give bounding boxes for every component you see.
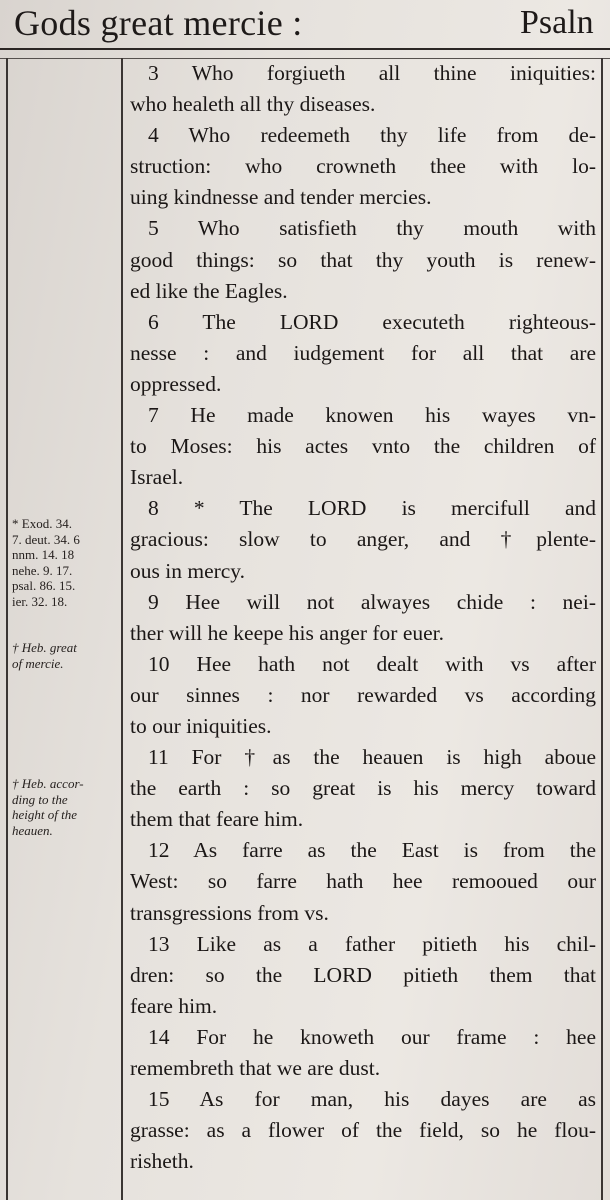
marginal-line: psal. 86. 15. [12, 578, 76, 593]
marginal-cross-reference [12, 516, 80, 609]
right-column-rule [601, 58, 603, 1200]
margin-divider-rule [121, 58, 123, 1200]
verse-5 [130, 213, 596, 306]
text-line: 10 Hee hath not dealt with vs after [148, 651, 596, 676]
marginal-line: † Heb. accor- [12, 776, 84, 791]
text-line: ed like the Eagles. [130, 278, 288, 303]
marginal-line: ding to the [12, 791, 68, 807]
text-line: who healeth all thy diseases. [130, 92, 376, 117]
text-line: 7 He made knowen his wayes vn- [148, 403, 596, 428]
verse-15 [130, 1084, 596, 1177]
verse-14 [130, 1022, 596, 1084]
psalm-label: Psaln [520, 4, 594, 41]
text-line: 3 Who forgiueth all thine iniquities: [148, 61, 596, 85]
text-line: uing kindnesse and tender mercies. [130, 185, 432, 210]
marginal-line: height of the [12, 807, 77, 822]
text-line: dren: so the LORD pitieth them that [130, 962, 596, 987]
text-line: them that feare him. [130, 807, 304, 832]
verse-3 [130, 58, 596, 120]
text-line: struction: who crowneth thee with lo- [130, 154, 596, 179]
text-line: the earth : so great is his mercy toward [130, 776, 596, 801]
marginal-line: † Heb. great [12, 640, 77, 655]
verse-6 [130, 307, 596, 400]
verse-12 [130, 835, 596, 928]
text-line: to Moses: his actes vnto the children of [130, 434, 596, 459]
verse-9 [130, 587, 596, 649]
text-line: nesse : and iudgement for all that are [130, 340, 596, 365]
text-line: gracious: slow to anger, and †plente- [130, 527, 596, 552]
text-line: 12 As farre as the East is from the [148, 838, 596, 863]
text-line: ther will he keepe his anger for euer. [130, 620, 445, 645]
verse-8 [130, 493, 596, 586]
text-line: 13 Like as a father pitieth his chil- [148, 931, 596, 956]
marginal-line: 7. deut. 34. 6 [12, 531, 80, 547]
marginal-line: nnm. 14. 18 [12, 547, 75, 562]
verse-13 [130, 929, 596, 1022]
marginal-line: ier. 32. 18. [12, 593, 68, 609]
verse-10 [130, 649, 596, 742]
text-line: West: so farre hath hee remooued our [130, 869, 596, 894]
text-line: feare him. [130, 993, 218, 1018]
marginal-line: nehe. 9. 17. [12, 562, 73, 578]
text-line: risheth. [130, 1149, 194, 1174]
verse-4 [130, 120, 596, 213]
verse-11 [130, 742, 596, 835]
left-column-rule [6, 58, 8, 1200]
marginal-line: * Exod. 34. [12, 516, 72, 531]
page-header [0, 0, 610, 50]
marginal-line: heauen. [12, 822, 53, 838]
marginal-line: of mercie. [12, 655, 64, 671]
text-line: remembreth that we are dust. [130, 1056, 381, 1080]
marginal-note-according-heaven [12, 776, 84, 838]
text-line: 14 For he knoweth our frame : hee [148, 1024, 596, 1049]
psalm-text-column [130, 58, 596, 1177]
text-line: oppressed. [130, 371, 222, 396]
text-line: 6 The LORD executeth righteous- [148, 309, 596, 334]
text-line: good things: so that thy youth is renew- [130, 247, 596, 272]
running-title: Gods great mercie : [14, 3, 303, 43]
text-line: 9 Hee will not alwayes chide : nei- [148, 589, 596, 614]
text-line: 15 As for man, his dayes are as [148, 1087, 596, 1112]
text-line: transgressions from vs. [130, 900, 329, 925]
text-line: Israel. [130, 465, 184, 490]
text-line: to our iniquities. [130, 713, 272, 738]
text-line: 4 Who redeemeth thy life from de- [148, 123, 596, 148]
marginal-note-great-of-mercie [12, 640, 77, 671]
text-line: grasse: as a flower of the field, so he flou- [130, 1118, 596, 1143]
text-line: 8 * The LORD is mercifull and [148, 496, 596, 521]
text-line: ous in mercy. [130, 558, 246, 583]
text-line: our sinnes : nor rewarded vs according [130, 682, 596, 707]
text-line: 5 Who satisfieth thy mouth with [148, 216, 596, 241]
verse-7 [130, 400, 596, 493]
text-line: 11 For †as the heauen is high aboue [148, 745, 596, 770]
